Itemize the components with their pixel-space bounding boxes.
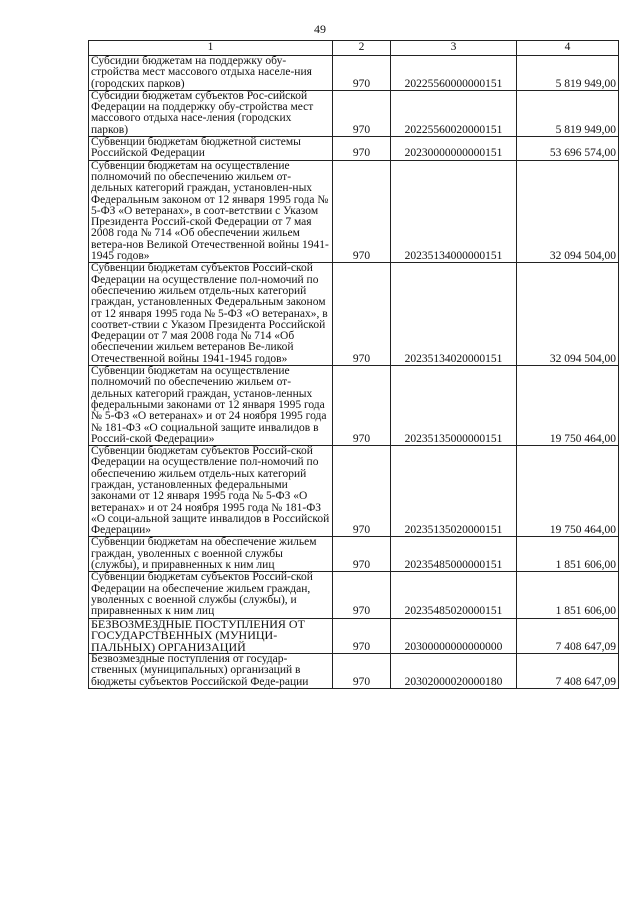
row-kbk: 20235485000000151 xyxy=(391,537,517,572)
row-name: Субсидии бюджетам на поддержку обу-стройства мест массового отдыха населе-ния (городских парков) xyxy=(89,56,333,91)
row-amount: 7 408 647,09 xyxy=(517,654,619,689)
row-kbk: 20235135000000151 xyxy=(391,366,517,446)
column-header-3: 3 xyxy=(391,41,517,56)
row-code: 970 xyxy=(333,366,391,446)
table-row xyxy=(89,137,619,161)
row-name: Субвенции бюджетам бюджетной системы Российской Федерации xyxy=(89,137,333,161)
table-row xyxy=(89,263,619,366)
row-code: 970 xyxy=(333,137,391,161)
row-amount: 1 851 606,00 xyxy=(517,537,619,572)
page-number: 49 xyxy=(314,22,326,36)
row-amount: 19 750 464,00 xyxy=(517,446,619,537)
row-kbk: 20235134020000151 xyxy=(391,263,517,366)
row-amount: 19 750 464,00 xyxy=(517,366,619,446)
row-code: 970 xyxy=(333,160,391,263)
row-code: 970 xyxy=(333,618,391,654)
table-row xyxy=(89,654,619,689)
column-header-2: 2 xyxy=(333,41,391,56)
table-row xyxy=(89,90,619,136)
row-amount: 5 819 949,00 xyxy=(517,90,619,136)
row-kbk: 20235485020000151 xyxy=(391,572,517,618)
table-body xyxy=(89,56,619,689)
row-kbk: 20230000000000151 xyxy=(391,137,517,161)
column-header-4: 4 xyxy=(517,41,619,56)
table-row xyxy=(89,366,619,446)
row-amount: 1 851 606,00 xyxy=(517,572,619,618)
row-kbk: 20225560020000151 xyxy=(391,90,517,136)
table-row xyxy=(89,160,619,263)
row-name: Субсидии бюджетам субъектов Рос-сийской Федерации на поддержку обу-стройства мест массового отдыха насе-ления (городских парков) xyxy=(89,90,333,136)
header-row xyxy=(89,41,619,56)
row-kbk: 20235134000000151 xyxy=(391,160,517,263)
row-code: 970 xyxy=(333,56,391,91)
row-kbk: 20302000020000180 xyxy=(391,654,517,689)
row-amount: 7 408 647,09 xyxy=(517,618,619,654)
row-name: Субвенции бюджетам на обеспечение жильем граждан, уволенных с военной службы (службы), и приравненных к ним лиц xyxy=(89,537,333,572)
row-code: 970 xyxy=(333,654,391,689)
row-name: Субвенции бюджетам субъектов Россий-ской Федерации на осуществление пол-номочий по обеспечению жильем отдель-ных категорий граждан, установленных Федеральным законом от 12 января 1995 года № 5-ФЗ «О ветеранах», в соответ-ствии с Указом Президента Российской Федерации от 7 мая 2008 года № 714 «Об обеспечении жильем ветеранов Ве-ликой Отечественной войны 1941-1945 годов» xyxy=(89,263,333,366)
row-amount: 32 094 504,00 xyxy=(517,160,619,263)
budget-table xyxy=(88,40,619,689)
row-amount: 53 696 574,00 xyxy=(517,137,619,161)
row-code: 970 xyxy=(333,446,391,537)
row-code: 970 xyxy=(333,263,391,366)
column-header-1: 1 xyxy=(89,41,333,56)
row-name: Субвенции бюджетам на осуществление полномочий по обеспечению жильем от-дельных категорий граждан, установ-ленных федеральными законами от 12 января 1995 года № 5-ФЗ «О ветеранах» и от 24 ноября 1995 года № 181-ФЗ «О социальной защите инвалидов в Россий-ской Федерации» xyxy=(89,366,333,446)
table-row xyxy=(89,572,619,618)
row-name: Безвозмездные поступления от государ-ственных (муниципальных) организаций в бюджеты субъектов Российской Феде-рации xyxy=(89,654,333,689)
table-row xyxy=(89,618,619,654)
row-kbk: 20300000000000000 xyxy=(391,618,517,654)
row-amount: 32 094 504,00 xyxy=(517,263,619,366)
row-kbk: 20225560000000151 xyxy=(391,56,517,91)
row-code: 970 xyxy=(333,572,391,618)
row-code: 970 xyxy=(333,537,391,572)
row-kbk: 20235135020000151 xyxy=(391,446,517,537)
table-row xyxy=(89,56,619,91)
row-name: Субвенции бюджетам субъектов Россий-ской Федерации на обеспечение жильем граждан, уволенных с военной службы (службы), и приравненных к ним лиц xyxy=(89,572,333,618)
row-name: Субвенции бюджетам на осуществление полномочий по обеспечению жильем от-дельных категорий граждан, установлен-ных Федеральным законом от 12 января 1995 года № 5-ФЗ «О ветеранах», в соот-ветствии с Указом Президента Россий-ской Федерации от 7 мая 2008 года № 714 «Об обеспечении жильем ветера-нов Великой Отечественной войны 1941-1945 годов» xyxy=(89,160,333,263)
row-name: БЕЗВОЗМЕЗДНЫЕ ПОСТУПЛЕНИЯ ОТ ГОСУДАРСТВЕННЫХ (МУНИЦИ-ПАЛЬНЫХ) ОРГАНИЗАЦИЙ xyxy=(89,618,333,654)
row-code: 970 xyxy=(333,90,391,136)
table-row xyxy=(89,537,619,572)
row-name: Субвенции бюджетам субъектов Россий-ской Федерации на осуществление пол-номочий по обеспечению жильем отдель-ных категорий граждан, установленных федеральными законами от 12 января 1995 года № 5-ФЗ «О ветеранах» и от 24 ноября 1995 года № 181-ФЗ «О соци-альной защите инвалидов в Российской Федерации» xyxy=(89,446,333,537)
row-amount: 5 819 949,00 xyxy=(517,56,619,91)
table-row xyxy=(89,446,619,537)
